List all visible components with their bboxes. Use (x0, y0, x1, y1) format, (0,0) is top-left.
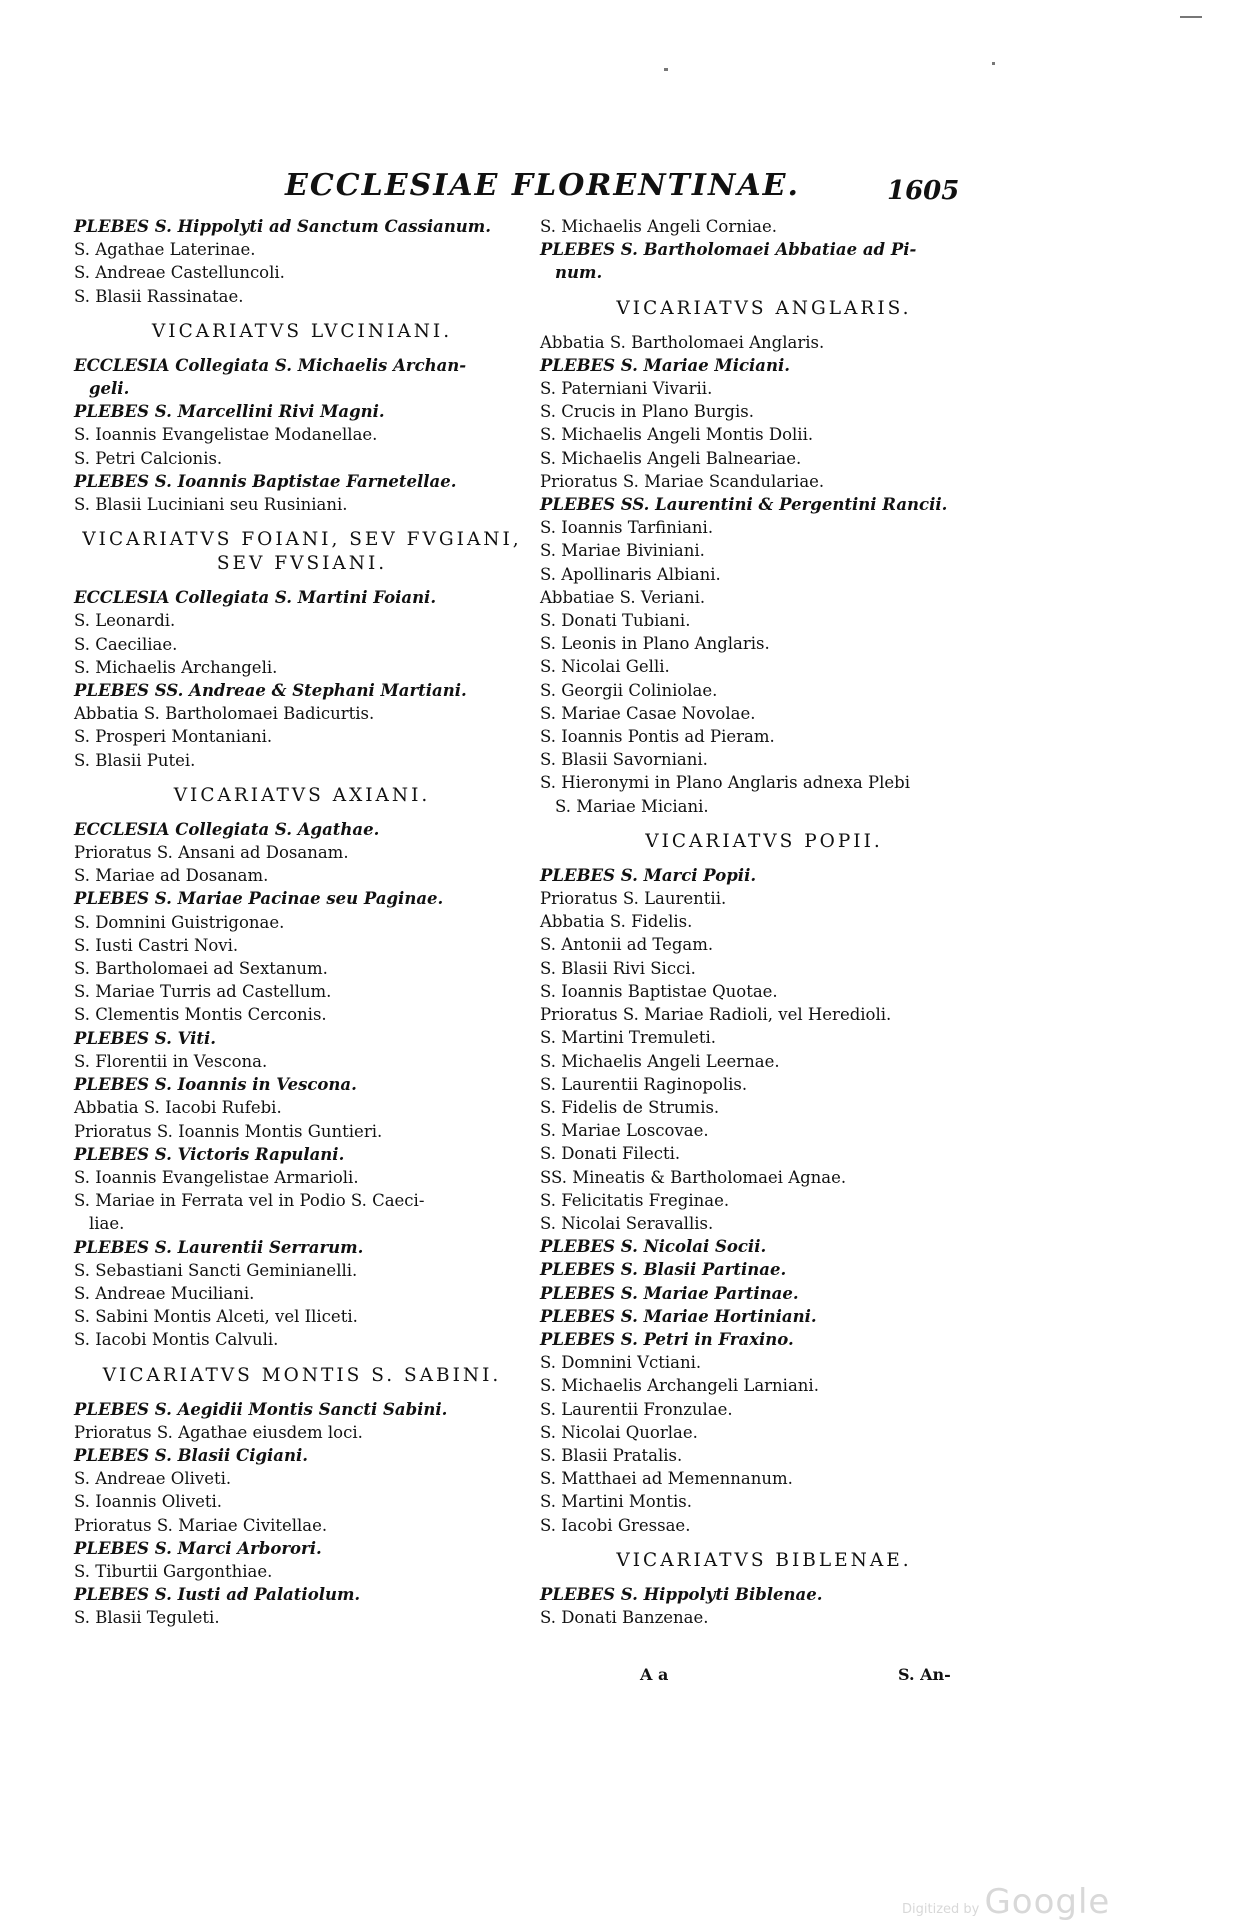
church-entry: S. Michaelis Archangeli. (74, 657, 278, 677)
vicariate-heading: VICARIATVS FOIANI, SEV FVGIANI, (82, 529, 522, 551)
church-entry: S. Michaelis Archangeli Larniani. (540, 1376, 819, 1396)
church-entry: SS. Mineatis & Bartholomaei Agnae. (540, 1167, 847, 1187)
church-entry: S. Tiburtii Gargonthiae. (74, 1561, 273, 1581)
church-entry: S. Mariae in Ferrata vel in Podio S. Caeci- (74, 1191, 425, 1211)
church-entry: S. Mariae Turris ad Castellum. (74, 982, 332, 1002)
church-entry: S. Blasii Pratalis. (540, 1445, 683, 1465)
plebes-entry: PLEBES S. Marci Arborori. (74, 1538, 322, 1558)
church-entry: S. Michaelis Angeli Corniae. (540, 217, 777, 236)
collegiate-church-entry: ECCLESIA Collegiata S. Martini Foiani. (74, 588, 437, 608)
plebes-entry: PLEBES S. Victoris Rapulani. (74, 1144, 345, 1164)
church-entry: S. Laurentii Fronzulae. (540, 1399, 733, 1419)
collegiate-church-entry: geli. (89, 379, 130, 399)
vicariate-heading: VICARIATVS BIBLENAE. (616, 1549, 912, 1571)
left-column (74, 215, 530, 1630)
plebes-entry: PLEBES S. Laurentii Serrarum. (74, 1237, 364, 1257)
church-entry: S. Martini Montis. (540, 1492, 692, 1512)
church-entry: S. Domnini Vctiani. (540, 1353, 702, 1373)
collegiate-church-entry: ECCLESIA Collegiata S. Agathae. (74, 819, 380, 839)
right-column (540, 215, 988, 1629)
plebes-entry: PLEBES S. Aegidii Montis Sancti Sabini. (74, 1399, 448, 1419)
vicariate-heading: VICARIATVS POPII. (645, 830, 883, 852)
church-entry: S. Paterniani Vivarii. (540, 379, 713, 399)
church-entry: S. Andreae Castelluncoli. (74, 263, 285, 283)
church-entry: S. Blasii Rassinatae. (74, 286, 244, 306)
church-entry: S. Matthaei ad Memennanum. (540, 1469, 793, 1489)
plebes-entry: PLEBES S. Petri in Fraxino. (540, 1329, 794, 1349)
catchword: S. An- (898, 1665, 951, 1684)
church-entry: S. Petri Calcionis. (74, 448, 223, 468)
church-entry: S. Domnini Guistrigonae. (74, 912, 285, 932)
church-entry: S. Iusti Castri Novi. (74, 935, 239, 955)
church-entry: S. Blasii Savorniani. (540, 750, 708, 770)
church-entry: S. Blasii Teguleti. (74, 1608, 220, 1628)
church-entry: Prioratus S. Mariae Civitellae. (74, 1515, 328, 1535)
church-entry: S. Martini Tremuleti. (540, 1028, 717, 1048)
church-entry: S. Bartholomaei ad Sextanum. (74, 959, 328, 979)
church-entry: S. Mariae ad Dosanam. (74, 866, 269, 886)
plebes-entry: PLEBES S. Mariae Hortiniani. (540, 1306, 817, 1326)
plebes-entry: PLEBES S. Mariae Miciani. (540, 355, 790, 375)
church-entry: S. Blasii Rivi Sicci. (540, 958, 696, 978)
collegiate-church-entry: ECCLESIA Collegiata S. Michaelis Archan- (74, 355, 467, 375)
page-title: ECCLESIAE FLORENTINAE. (285, 168, 800, 203)
church-entry: S. Mariae Miciani. (555, 796, 709, 816)
church-entry: Prioratus S. Mariae Radioli, vel Heredioli. (540, 1005, 892, 1025)
church-entry: S. Nicolai Quorlae. (540, 1422, 698, 1442)
church-entry: S. Mariae Loscovae. (540, 1121, 709, 1141)
church-entry: S. Iacobi Montis Calvuli. (74, 1330, 279, 1350)
church-entry: S. Fidelis de Strumis. (540, 1097, 720, 1117)
church-entry: S. Donati Filecti. (540, 1144, 681, 1164)
page-header (0, 168, 1252, 208)
vicariate-heading: VICARIATVS ANGLARIS. (616, 297, 912, 319)
plebes-entry: PLEBES SS. Andreae & Stephani Martiani. (74, 681, 467, 701)
church-entry: Prioratus S. Ioannis Montis Guntieri. (74, 1121, 383, 1141)
church-entry: S. Nicolai Seravallis. (540, 1213, 714, 1233)
church-entry: S. Nicolai Gelli. (540, 657, 670, 677)
church-entry: S. Ioannis Baptistae Quotae. (540, 981, 778, 1001)
church-entry: Prioratus S. Ansani ad Dosanam. (74, 843, 349, 863)
church-entry: S. Apollinaris Albiani. (540, 564, 721, 584)
church-entry: S. Blasii Putei. (74, 750, 196, 770)
church-entry: Prioratus S. Laurentii. (540, 889, 727, 909)
plebes-entry: PLEBES S. Iusti ad Palatiolum. (74, 1585, 361, 1605)
plebes-entry: PLEBES S. Blasii Partinae. (540, 1260, 787, 1280)
church-entry: S. Mariae Biviniani. (540, 541, 705, 561)
church-entry: S. Donati Tubiani. (540, 611, 691, 631)
church-entry: Abbatia S. Fidelis. (540, 912, 693, 932)
scan-mark (664, 68, 668, 71)
church-entry: Prioratus S. Agathae eiusdem loci. (74, 1422, 363, 1442)
church-entry: Abbatia S. Iacobi Rufebi. (74, 1098, 282, 1118)
church-entry: S. Ioannis Oliveti. (74, 1492, 223, 1512)
vicariate-heading: VICARIATVS MONTIS S. SABINI. (102, 1364, 502, 1386)
page-number: 1605 (887, 176, 960, 206)
church-entry: S. Felicitatis Freginae. (540, 1190, 730, 1210)
plebes-entry: PLEBES S. Mariae Partinae. (540, 1283, 799, 1303)
plebes-entry: PLEBES S. Ioannis in Vescona. (74, 1075, 357, 1095)
church-entry: S. Sebastiani Sancti Geminianelli. (74, 1260, 358, 1280)
church-entry: S. Iacobi Gressae. (540, 1515, 691, 1535)
church-entry: S. Crucis in Plano Burgis. (540, 402, 754, 422)
church-entry: S. Hieronymi in Plano Anglaris adnexa Plebi (540, 773, 911, 793)
church-entry: S. Caeciliae. (74, 634, 178, 654)
church-entry: S. Leonardi. (74, 611, 176, 631)
church-entry: S. Clementis Montis Cerconis. (74, 1005, 327, 1025)
plebes-entry: PLEBES S. Hippolyti Biblenae. (540, 1584, 823, 1604)
church-entry: S. Blasii Luciniani seu Rusiniani. (74, 495, 348, 515)
church-entry: Abbatia S. Bartholomaei Badicurtis. (74, 704, 375, 724)
church-entry: S. Donati Banzenae. (540, 1607, 709, 1627)
watermark-prefix: Digitized by (902, 1902, 980, 1917)
church-entry: S. Michaelis Angeli Leernae. (540, 1051, 780, 1071)
plebes-entry: PLEBES S. Nicolai Socii. (540, 1237, 767, 1257)
church-entry: S. Michaelis Angeli Balneariae. (540, 448, 802, 468)
scan-mark (992, 62, 995, 65)
church-entry: S. Laurentii Raginopolis. (540, 1074, 748, 1094)
church-entry: S. Leonis in Plano Anglaris. (540, 634, 770, 654)
plebes-entry: PLEBES S. Ioannis Baptistae Farnetellae. (74, 471, 457, 491)
church-entry: S. Ioannis Pontis ad Pieram. (540, 727, 775, 747)
signature-mark: A a (640, 1665, 669, 1684)
plebes-entry: num. (555, 263, 603, 283)
plebes-entry: PLEBES S. Bartholomaei Abbatiae ad Pi- (540, 240, 917, 260)
plebes-entry: PLEBES S. Viti. (74, 1028, 216, 1048)
church-entry: S. Florentii in Vescona. (74, 1051, 268, 1071)
church-entry: Abbatia S. Bartholomaei Anglaris. (540, 332, 825, 352)
church-entry: S. Mariae Casae Novolae. (540, 703, 756, 723)
church-entry: S. Ioannis Evangelistae Armarioli. (74, 1167, 359, 1187)
plebes-entry: PLEBES S. Hippolyti ad Sanctum Cassianum. (74, 217, 492, 236)
plebes-entry: PLEBES SS. Laurentini & Pergentini Rancii. (540, 495, 948, 515)
vicariate-heading: VICARIATVS AXIANI. (173, 784, 431, 806)
church-entry: S. Agathae Laterinae. (74, 240, 256, 260)
vicariate-heading: VICARIATVS LVCINIANI. (151, 320, 453, 342)
church-entry: liae. (89, 1214, 125, 1234)
church-entry: S. Antonii ad Tegam. (540, 935, 714, 955)
church-entry: S. Michaelis Angeli Montis Dolii. (540, 425, 814, 445)
church-entry: S. Georgii Coliniolae. (540, 680, 718, 700)
church-entry: S. Prosperi Montaniani. (74, 727, 273, 747)
church-entry: S. Andreae Muciliani. (74, 1283, 255, 1303)
plebes-entry: PLEBES S. Marcellini Rivi Magni. (74, 402, 385, 422)
vicariate-heading: SEV FVSIANI. (216, 553, 388, 575)
digitization-watermark (902, 1882, 1110, 1922)
church-entry: Abbatiae S. Veriani. (540, 587, 706, 607)
plebes-entry: PLEBES S. Blasii Cigiani. (74, 1445, 308, 1465)
plebes-entry: PLEBES S. Mariae Pacinae seu Paginae. (74, 889, 444, 909)
scan-mark (1180, 16, 1202, 18)
watermark-brand: Google (984, 1882, 1111, 1922)
church-entry: Prioratus S. Mariae Scandulariae. (540, 471, 825, 491)
church-entry: S. Ioannis Tarfiniani. (540, 518, 714, 538)
plebes-entry: PLEBES S. Marci Popii. (540, 865, 757, 885)
church-entry: S. Andreae Oliveti. (74, 1469, 232, 1489)
church-entry: S. Ioannis Evangelistae Modanellae. (74, 425, 378, 445)
church-entry: S. Sabini Montis Alceti, vel Iliceti. (74, 1307, 358, 1327)
